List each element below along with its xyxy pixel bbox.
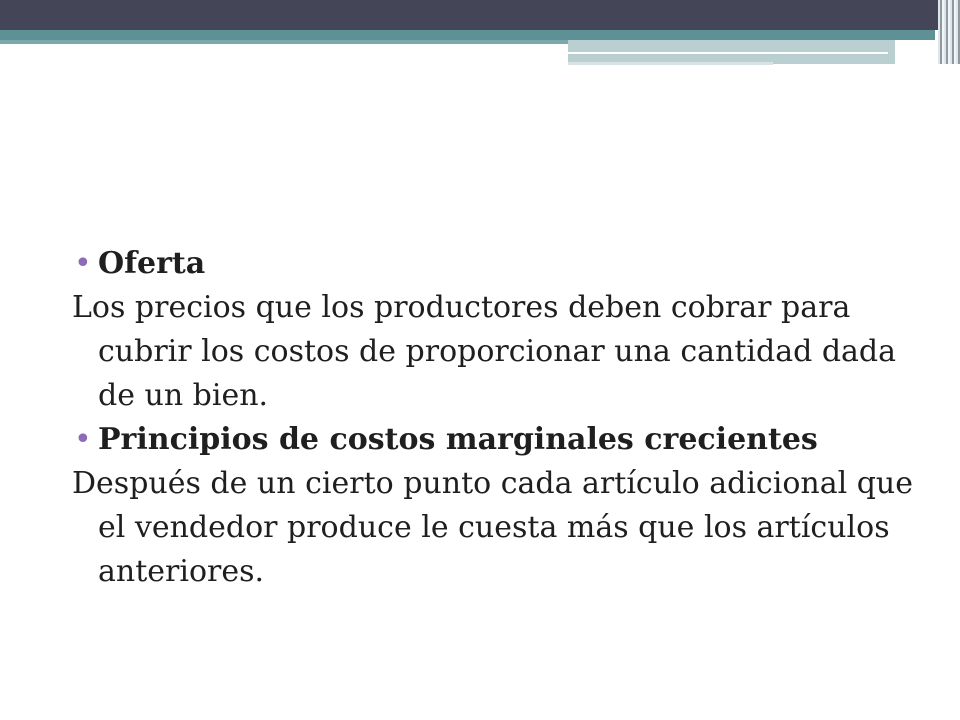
- paragraph-oferta: Los precios que los productores deben cobrar para cubrir los costos de proporcionar una cantidad dada de un bien.: [72, 290, 897, 413]
- right-edge-decoration: [938, 0, 960, 64]
- bullet-text: Principios de costos marginales crecientes: [98, 422, 818, 457]
- bullet-dot-icon: •: [74, 246, 92, 281]
- teal-stripe-secondary: [0, 40, 570, 44]
- bullet-dot-icon: •: [74, 422, 92, 457]
- bullet-oferta: [72, 242, 922, 286]
- paragraph-principios: Después de un cierto punto cada artículo adicional que el vendedor produce le cuesta más que los artículos anteriores.: [72, 466, 913, 589]
- slide-body: [72, 242, 922, 594]
- bullet-principios: [72, 418, 922, 462]
- top-bar: [0, 0, 960, 30]
- teal-stripe: [0, 30, 935, 40]
- header-decoration-line: [568, 52, 888, 54]
- bullet-text: Oferta: [98, 246, 206, 281]
- header-decoration-low: [568, 62, 773, 65]
